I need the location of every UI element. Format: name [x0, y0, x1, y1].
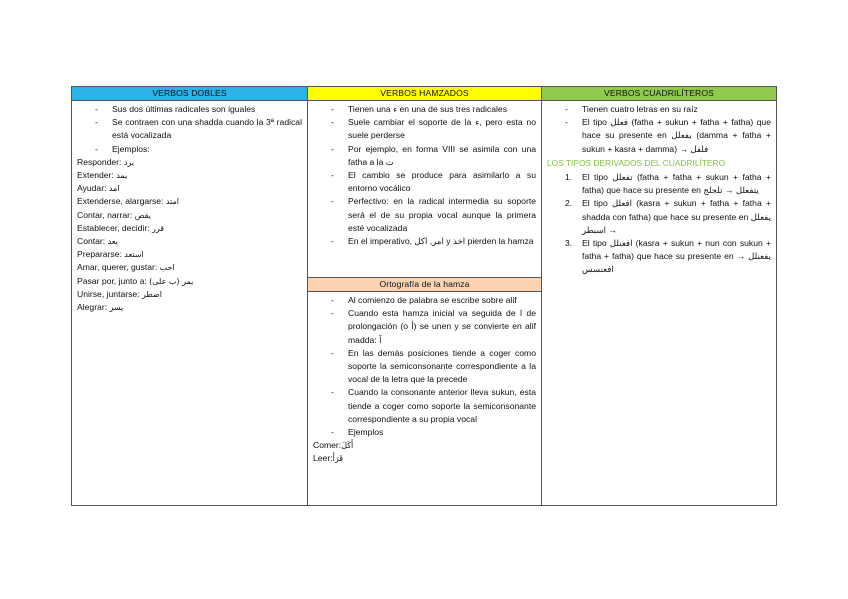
list-item: - Cuando esta hamza inicial va seguida de ا de prolongación (o أ) se unen y se convierte en alif madda: آ [313, 307, 536, 347]
list-item: - En las demás posiciones tiende a coger como soporte la semiconsonante correspondiente a la vocal de la letra que la precede [313, 347, 536, 387]
list-item: - Tienen cuatro letras en su raíz [547, 103, 771, 116]
ortografia-section [308, 277, 541, 466]
list-item: 1. El tipo تفعلل (fatha + fatha + sukun + fatha + fatha) que hace su presente en يتفعلل → تلجلج [565, 172, 771, 196]
example-line: Prepararse: استعد [77, 249, 144, 260]
bullet-list [547, 103, 771, 156]
list-item: - Ejemplos: [77, 143, 302, 156]
list-item: - Perfectivo: en la radical intermedia su soporte será el de su propia vocal aunque la primera esté vocalizada [313, 195, 536, 235]
list-item: 3. El tipo افعنلل (kasra + sukun + nun con sukun + fatha + fatha) que hace su presente en يفعنلل → افعنسس [565, 238, 772, 275]
subsection-title: LOS TIPOS DERIVADOS DEL CUADRILÍTERO [547, 157, 726, 168]
list-item: - En el imperativo, امر, اكل y اخذ pierden la hamza [313, 235, 536, 248]
column-verbos-hamzados [308, 87, 542, 505]
bullet-list [313, 103, 536, 248]
numbered-list [547, 171, 771, 277]
example-line: Amar, querer, gustar: احب [77, 262, 175, 273]
bullet-list [313, 294, 536, 439]
section-title: Ortografía de la hamza [308, 277, 541, 292]
example-line: Contar, narrar: يقص [77, 209, 151, 220]
list-item: - Suele cambiar el soporte de la ء, pero esta no suele perderse [313, 116, 536, 142]
list-item: - Al comienzo de palabra se escribe sobre alif [313, 294, 536, 307]
column-title: VERBOS HAMZADOS [308, 87, 541, 101]
example-line: Contar: يعد [77, 236, 118, 247]
example-line: Extenderse, alargarse: امتد [77, 196, 179, 207]
list-item: - Sus dos últimas radicales son iguales [77, 103, 302, 116]
list-item: - Tienen una ء en una de sus tres radicales [313, 103, 536, 116]
example-line: Unirse, juntarse: اضطر [77, 288, 162, 299]
notes-table [71, 86, 777, 506]
column-title: VERBOS CUADRILÍTEROS [542, 87, 776, 101]
examples-list [77, 156, 302, 314]
list-item: - El tipo فعلل (fatha + sukun + fatha + fatha) que hace su presente en يفعلل (damma + fatha + sukun + kasra + damma) → فلفل [547, 116, 771, 156]
list-item: - Cuando la consonante anterior lleva sukun, esta tiende a coger como soporte la semiconsonante correspondiente a su propia vocal [313, 386, 536, 426]
example-line: Extender: يمد [77, 170, 128, 181]
list-item: - Por ejemplo, en forma VIII se asimila con una fatha a la ت [313, 143, 536, 169]
list-item: - Se contraen con una shadda cuando la 3ª radical está vocalizada [77, 116, 302, 142]
example-line: Comer:أَكَلَ [313, 440, 354, 451]
example-line: Alegrar: يسر [77, 302, 124, 313]
example-line: Establecer, decidir: قرر [77, 222, 165, 233]
example-line: Pasar por, junto a: يمر (ب على) [77, 275, 194, 286]
column-verbos-cuadriliteros [542, 87, 776, 505]
column-title: VERBOS DOBLES [72, 87, 307, 101]
column-verbos-dobles [72, 87, 308, 505]
bullet-list [77, 103, 302, 156]
example-line: Responder: يرد [77, 156, 135, 167]
list-item: - El cambio se produce para asimilarlo a su entorno vocálico [313, 169, 536, 195]
example-line: Leer:قَرَأَ [313, 453, 344, 464]
list-item: - Ejemplos [313, 426, 536, 439]
example-line: Ayudar: امد [77, 183, 120, 194]
list-item: 2. El tipo افعلل (kasra + sukun + fatha + fatha + shadda con fatha) que hace su presente en يفعلل → اسبطر [565, 198, 771, 235]
